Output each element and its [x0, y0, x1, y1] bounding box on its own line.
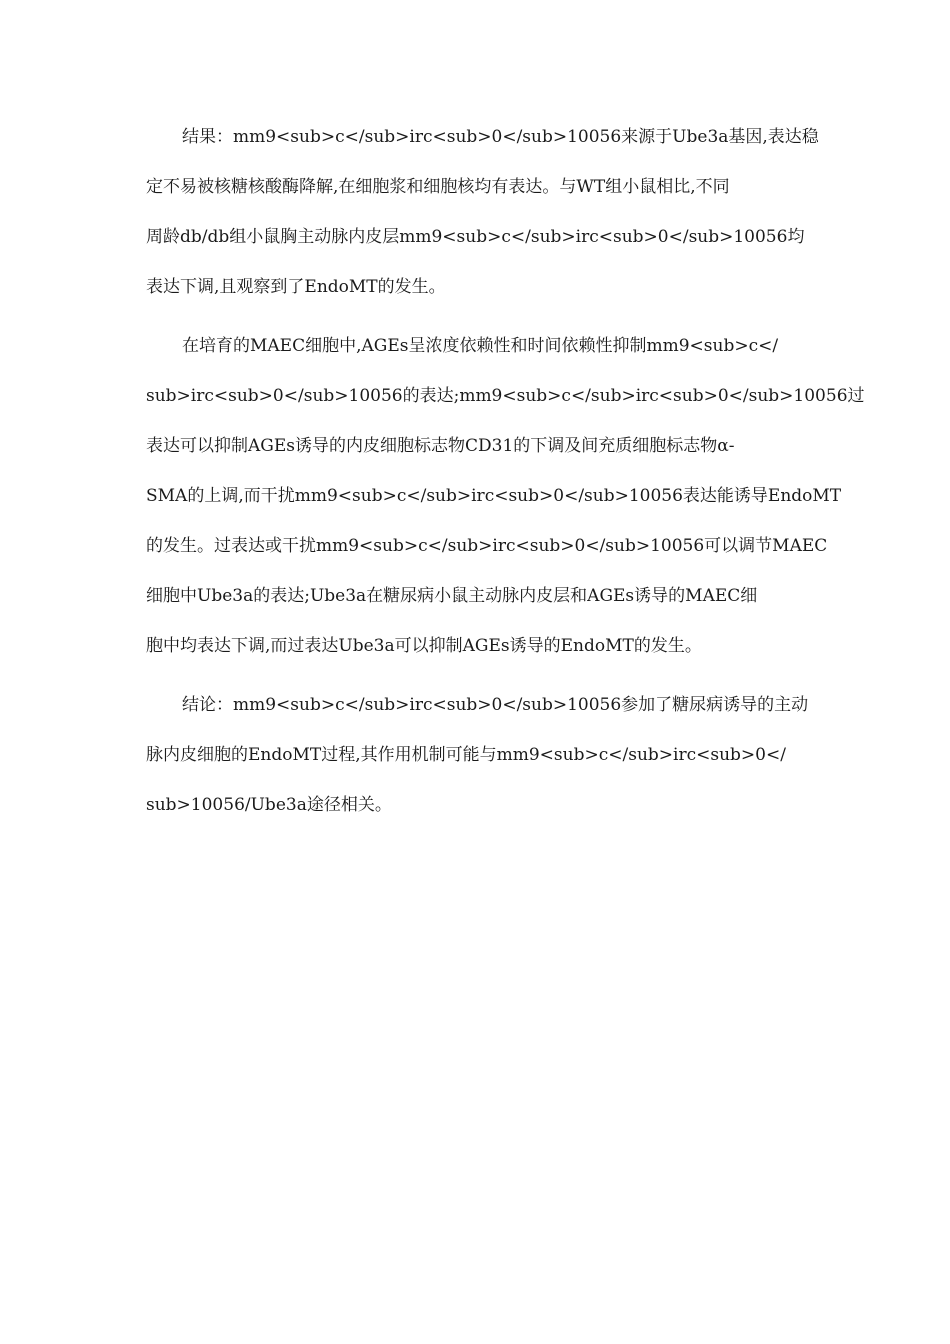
paragraph-line: sub>10056/Ube3a途径相关。	[146, 795, 392, 815]
conclusion-paragraph	[146, 693, 809, 823]
paragraph-line: 细胞中Ube3a的表达;Ube3a在糖尿病小鼠主动脉内皮层和AGEs诱导的MAEC细	[146, 586, 758, 606]
findings-paragraph	[146, 334, 865, 664]
paragraph-line: 在培育的MAEC细胞中,AGEs呈浓度依赖性和时间依赖性抑制mm9<sub>c</	[182, 336, 779, 356]
paragraph-line: 定不易被核糖核酸酶降解,在细胞浆和细胞核均有表达。与WT组小鼠相比,不同	[146, 177, 730, 197]
paragraph-line: 胞中均表达下调,而过表达Ube3a可以抑制AGEs诱导的EndoMT的发生。	[146, 636, 702, 656]
paragraph-line: sub>irc<sub>0</sub>10056的表达;mm9<sub>c</sub>irc<sub>0</sub>10056过	[146, 386, 865, 406]
paragraph-line: SMA的上调,而干扰mm9<sub>c</sub>irc<sub>0</sub>10056表达能诱导EndoMT	[146, 486, 842, 506]
paragraph-line: 表达下调,且观察到了EndoMT的发生。	[146, 277, 446, 297]
paragraph-line: 的发生。过表达或干扰mm9<sub>c</sub>irc<sub>0</sub>10056可以调节MAEC	[146, 536, 828, 556]
paragraph-line: 脉内皮细胞的EndoMT过程,其作用机制可能与mm9<sub>c</sub>irc<sub>0</	[146, 745, 786, 765]
paragraph-line: 表达可以抑制AGEs诱导的内皮细胞标志物CD31的下调及间充质细胞标志物α-	[146, 436, 735, 456]
paragraph-line: 周龄db/db组小鼠胸主动脉内皮层mm9<sub>c</sub>irc<sub>0</sub>10056均	[146, 227, 805, 247]
paragraph-line: 结果：mm9<sub>c</sub>irc<sub>0</sub>10056来源于Ube3a基因,表达稳	[182, 127, 819, 147]
paragraph-line: 结论：mm9<sub>c</sub>irc<sub>0</sub>10056参加了糖尿病诱导的主动	[182, 695, 809, 715]
results-paragraph	[146, 125, 819, 305]
